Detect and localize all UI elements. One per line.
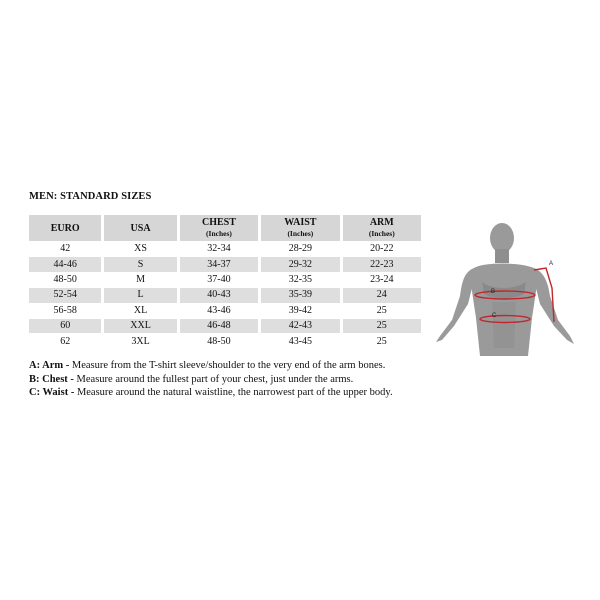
cell-waist: 28-29	[261, 242, 339, 256]
cell-arm: 25	[343, 304, 421, 318]
cell-usa: S	[104, 257, 176, 271]
cell-arm: 23-24	[343, 273, 421, 287]
table-row	[29, 257, 421, 271]
cell-arm: 24	[343, 288, 421, 302]
note-arm: A: Arm - Measure from the T-shirt sleeve/shoulder to the very end of the arm bones.	[29, 360, 386, 371]
cell-chest: 40-43	[180, 288, 258, 302]
cell-euro: 62	[29, 334, 101, 348]
table-row	[29, 304, 421, 318]
neck-shape	[495, 249, 509, 263]
column-header-usa: USA	[104, 215, 176, 241]
cell-euro: 52-54	[29, 288, 101, 302]
cell-chest: 43-46	[180, 304, 258, 318]
cell-chest: 48-50	[180, 334, 258, 348]
cell-waist: 43-45	[261, 334, 339, 348]
table-header-row	[29, 215, 421, 241]
page-title: MEN: STANDARD SIZES	[29, 191, 152, 202]
cell-chest: 46-48	[180, 319, 258, 333]
cell-usa: XL	[104, 304, 176, 318]
label-c: C	[492, 313, 497, 319]
cell-usa: 3XL	[104, 334, 176, 348]
left-arm-shape	[436, 268, 474, 342]
cell-usa: XXL	[104, 319, 176, 333]
cell-euro: 48-50	[29, 273, 101, 287]
cell-euro: 60	[29, 319, 101, 333]
cell-usa: L	[104, 288, 176, 302]
cell-waist: 32-35	[261, 273, 339, 287]
table-row	[29, 288, 421, 302]
torso-illustration	[434, 216, 584, 356]
measurement-notes	[29, 359, 449, 400]
cell-euro: 42	[29, 242, 101, 256]
abdomen-shading	[492, 302, 516, 348]
body-measurement-figure	[434, 216, 584, 356]
note-chest: B: Chest - Measure around the fullest part of your chest, just under the arms.	[29, 373, 354, 385]
column-header-chest: CHEST (Inches)	[180, 215, 258, 241]
cell-euro: 44-46	[29, 257, 101, 271]
column-header-waist: WAIST (Inches)	[261, 215, 339, 241]
cell-waist: 42-43	[261, 319, 339, 333]
head-shape	[490, 223, 514, 253]
cell-chest: 34-37	[180, 257, 258, 271]
cell-arm: 20-22	[343, 242, 421, 256]
cell-usa: XS	[104, 242, 176, 256]
cell-waist: 29-32	[261, 257, 339, 271]
right-arm-shape	[534, 268, 574, 344]
cell-chest: 37-40	[180, 273, 258, 287]
cell-arm: 22-23	[343, 257, 421, 271]
note-waist: C: Waist - Measure around the natural waistline, the narrowest part of the upper body.	[29, 387, 393, 398]
cell-arm: 25	[343, 334, 421, 348]
label-a: A	[549, 261, 554, 267]
cell-euro: 56-58	[29, 304, 101, 318]
table-row	[29, 319, 421, 333]
cell-chest: 32-34	[180, 242, 258, 256]
cell-waist: 39-42	[261, 304, 339, 318]
table-row	[29, 273, 421, 287]
table-row	[29, 242, 421, 256]
table-row	[29, 334, 421, 348]
column-header-arm: ARM (Inches)	[343, 215, 421, 241]
cell-usa: M	[104, 273, 176, 287]
size-chart-table	[26, 214, 424, 350]
cell-arm: 25	[343, 319, 421, 333]
label-b: B	[491, 289, 496, 295]
column-header-euro: EURO	[29, 215, 101, 241]
cell-waist: 35-39	[261, 288, 339, 302]
